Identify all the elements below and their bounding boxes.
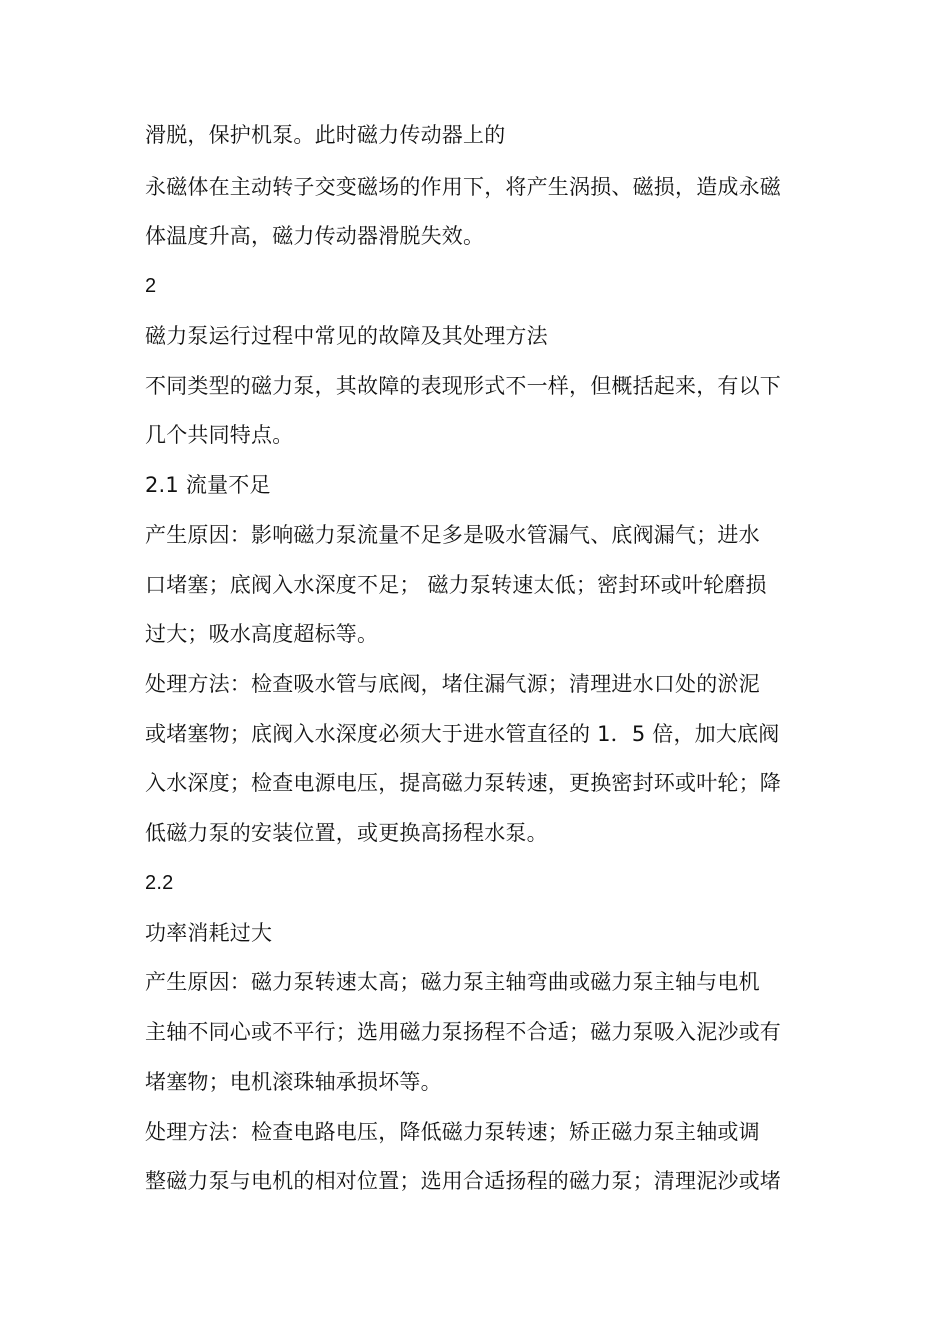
text-line: 过大；吸水高度超标等。 <box>145 622 379 646</box>
section-number: 2 <box>145 275 157 297</box>
subsection-heading: 功率消耗过大 <box>145 921 273 945</box>
text-line: 产生原因：磁力泵转速太高；磁力泵主轴弯曲或磁力泵主轴与电机 <box>145 970 760 994</box>
text-line: 几个共同特点。 <box>145 423 294 447</box>
text-line: 堵塞物；电机滚珠轴承损坏等。 <box>145 1070 442 1094</box>
text-line: 不同类型的磁力泵，其故障的表现形式不一样，但概括起来，有以下 <box>145 374 781 398</box>
text-line: 整磁力泵与电机的相对位置；选用合适扬程的磁力泵；清理泥沙或堵 <box>145 1169 781 1193</box>
text-line: 口堵塞；底阀入水深度不足； 磁力泵转速太低；密封环或叶轮磨损 <box>145 573 767 597</box>
text-line: 产生原因：影响磁力泵流量不足多是吸水管漏气、底阀漏气；进水 <box>145 523 760 547</box>
subsection-number: 2.2 <box>145 872 174 894</box>
text-line: 永磁体在主动转子交变磁场的作用下，将产生涡损、磁损，造成永磁 <box>145 175 781 199</box>
text-line: 入水深度；检查电源电压，提高磁力泵转速，更换密封环或叶轮；降 <box>145 771 781 795</box>
text-line: 低磁力泵的安装位置，或更换高扬程水泵。 <box>145 821 548 845</box>
text-line: 主轴不同心或不平行；选用磁力泵扬程不合适；磁力泵吸入泥沙或有 <box>145 1020 781 1044</box>
text-line: 处理方法：检查吸水管与底阀，堵住漏气源；清理进水口处的淤泥 <box>145 672 760 696</box>
text-line: 或堵塞物；底阀入水深度必须大于进水管直径的 1．5 倍，加大底阀 <box>145 722 780 746</box>
text-line: 处理方法：检查电路电压，降低磁力泵转速；矫正磁力泵主轴或调 <box>145 1120 760 1144</box>
subsection-heading: 2.1 流量不足 <box>145 473 271 497</box>
text-line: 滑脱，保护机泵。此时磁力传动器上的 <box>145 123 506 147</box>
section-heading: 磁力泵运行过程中常见的故障及其处理方法 <box>145 324 548 348</box>
text-line: 体温度升高，磁力传动器滑脱失效。 <box>145 224 485 248</box>
